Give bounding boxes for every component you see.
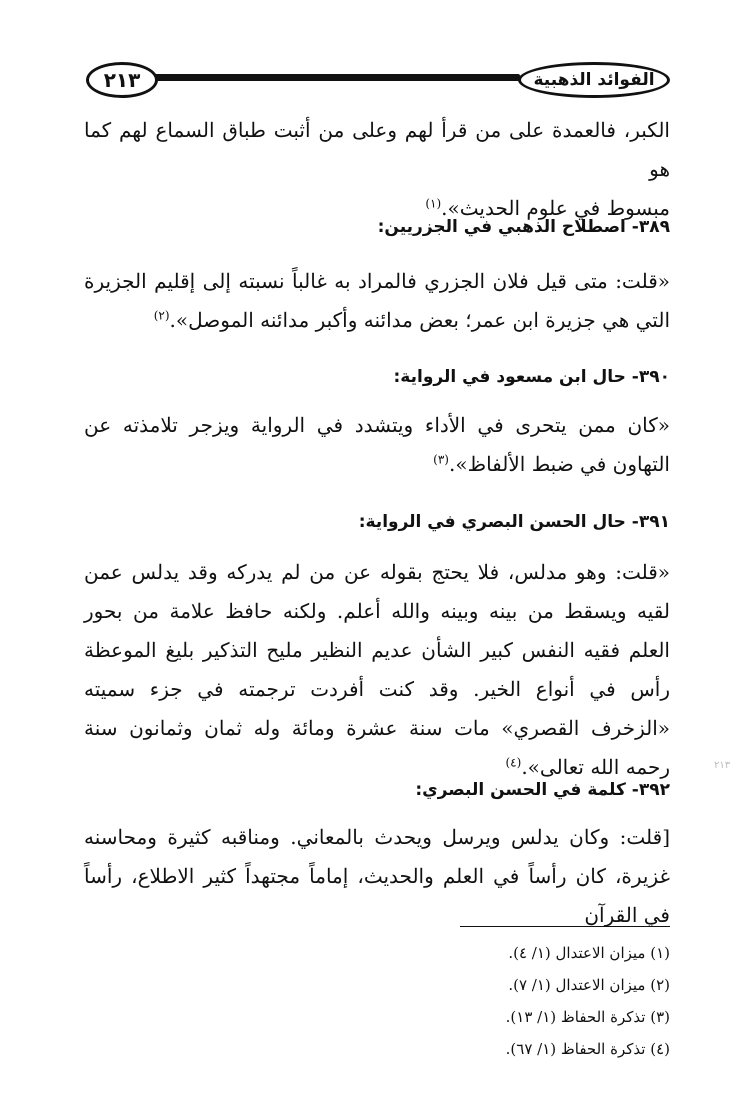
section-heading-391 bbox=[84, 507, 670, 537]
paragraph-line: مبسوط في علوم الحديث». bbox=[441, 196, 670, 220]
footnote-item: (١) ميزان الاعتدال (١/ ٤). bbox=[508, 944, 670, 962]
section-heading: ٣٨٩- اصطلاح الذهبي في الجزريين: bbox=[377, 217, 670, 237]
paragraph-392 bbox=[84, 818, 670, 935]
section-heading: ٣٩٢- كلمة في الحسن البصري: bbox=[415, 780, 670, 800]
footnote-item: (٤) تذكرة الحفاظ (١/ ٦٧). bbox=[505, 1040, 670, 1058]
section-heading: ٣٩٠- حال ابن مسعود في الرواية: bbox=[393, 367, 670, 387]
page-number: ٢١٣ bbox=[86, 62, 158, 98]
footnotes bbox=[84, 937, 670, 1065]
paragraph-390 bbox=[84, 406, 670, 484]
paragraph-text bbox=[84, 406, 670, 484]
paragraph-text: [قلت: وكان يدلس ويرسل ويحدث بالمعاني. ومناقبه كثيرة ومحاسنه غزيرة، كان رأساً في العلم والحديث، إماماً مجتهداً كثير الاطلاع، رأساً في القرآن bbox=[84, 825, 670, 927]
section-heading-389 bbox=[84, 212, 670, 242]
footnote-ref: (٢) bbox=[153, 308, 170, 323]
paragraph-body: «قلت: وهو مدلس، فلا يحتج بقوله عن من لم يدركه وقد يدلس عمن لقيه ويسقط من بينه وبينه والله أعلم. ولكنه حافظ علامة من بحور العلم فقيه النفس كبير الشأن عديم النظير مليح التذكير بليغ الموعظة رأس في أنواع الخير. وقد كنت أفردت ترجمته في جزء سميته «الزخرف القصري» مات سنة عشرة ومائة وله ثمان وثمانون سنة رحمه الله تعالى». bbox=[84, 560, 670, 779]
footnote-ref: (٤) bbox=[505, 755, 522, 770]
paragraph-body: «كان ممن يتحرى في الأداء ويتشدد في الرواية ويزجر تلامذته عن التهاون في ضبط الألفاظ». bbox=[84, 413, 670, 476]
header-rule bbox=[146, 74, 520, 81]
footnote-item: (٢) ميزان الاعتدال (١/ ٧). bbox=[508, 976, 670, 994]
paragraph-text bbox=[84, 111, 670, 228]
paragraph-body: «قلت: متى قيل فلان الجزري فالمراد به غالباً نسبته إلى إقليم الجزيرة التي هي جزيرة ابن عمر؛ بعض مدائنه وأكبر مدائنه الموصل». bbox=[84, 269, 670, 332]
section-heading-390 bbox=[84, 362, 670, 392]
paragraph-391 bbox=[84, 553, 670, 787]
footnote-ref: (٣) bbox=[433, 452, 449, 467]
paragraph-line: الكبر، فالعمدة على من قرأ لهم وعلى من أثبت طباق السماع لهم كما هو bbox=[84, 118, 670, 181]
page-header bbox=[86, 62, 670, 96]
section-heading-392 bbox=[84, 775, 670, 805]
paragraph-continuation bbox=[84, 111, 670, 228]
footnote-item: (٣) تذكرة الحفاظ (١/ ١٣). bbox=[505, 1008, 670, 1026]
paragraph-text bbox=[84, 553, 670, 787]
running-title: الفوائد الذهبية bbox=[518, 62, 670, 98]
footnote-ref: (١) bbox=[425, 196, 442, 211]
section-heading: ٣٩١- حال الحسن البصري في الرواية: bbox=[358, 512, 670, 532]
paragraph-text bbox=[84, 262, 670, 340]
paragraph-389 bbox=[84, 262, 670, 340]
margin-mark: ٢١٣ bbox=[714, 760, 731, 771]
footnote-separator bbox=[460, 926, 670, 927]
